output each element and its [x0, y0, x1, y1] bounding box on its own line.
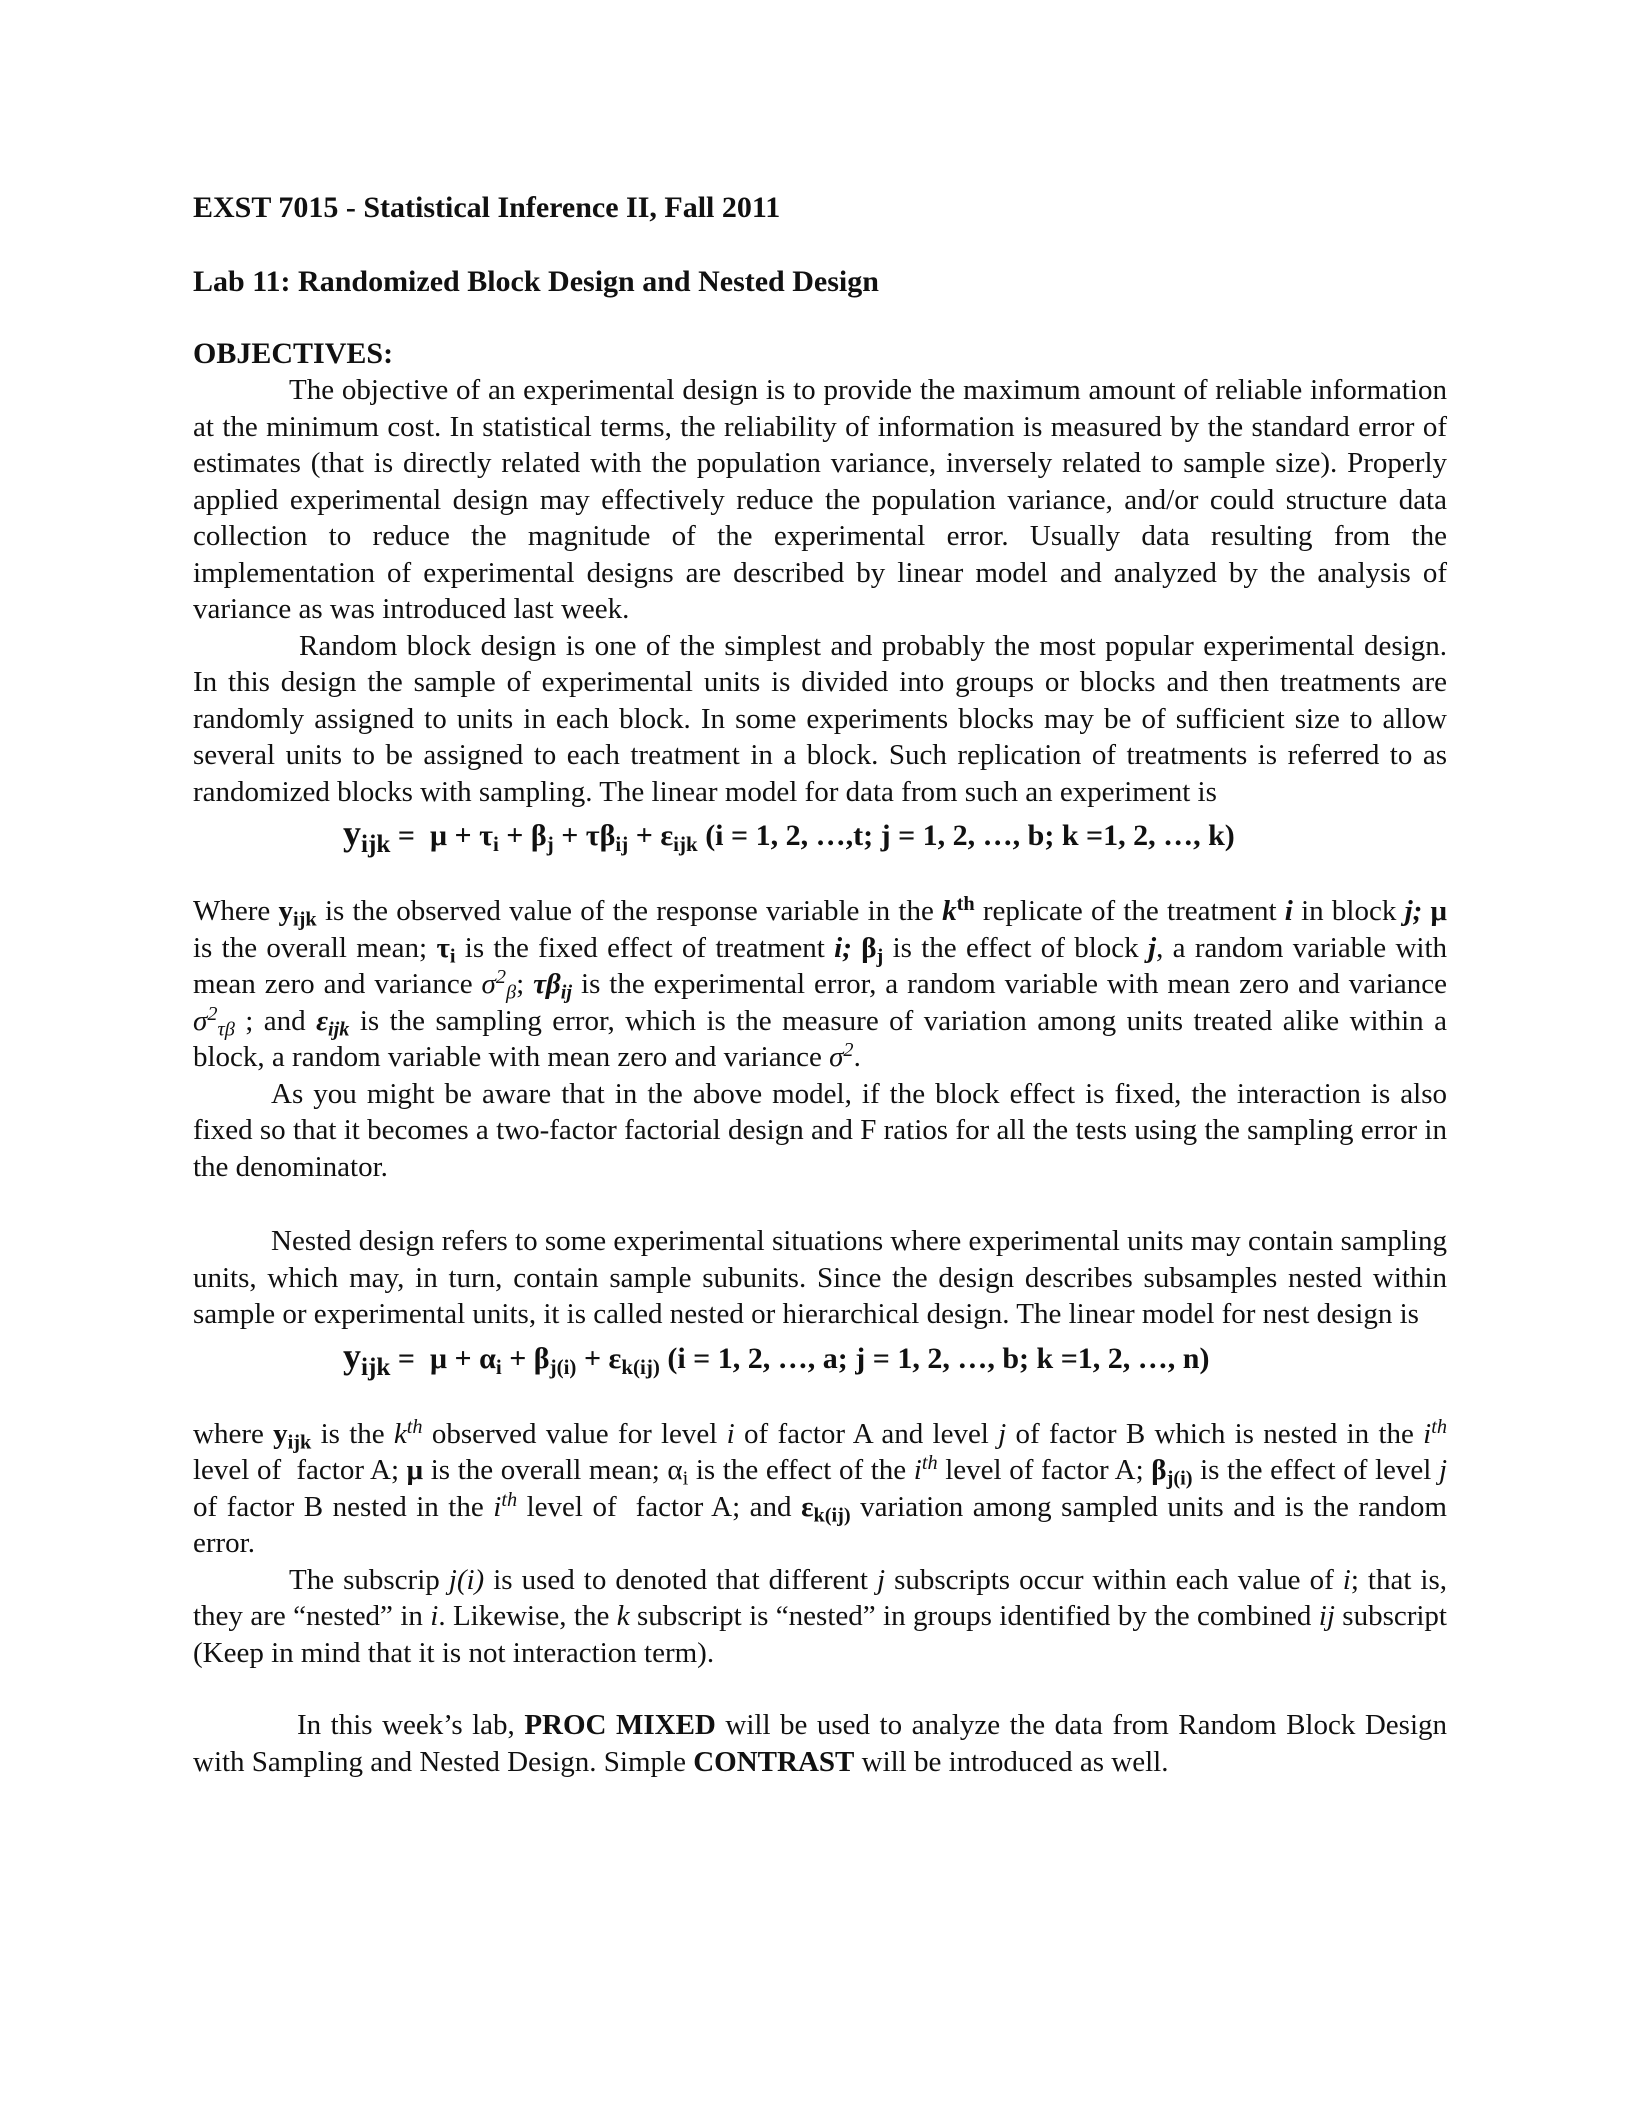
rcbd-term-definitions: Where $y_{ijk}$ is the observed value of the response variable in the $k^{th}$ replicate of the treatment i in block j; μ is the overall mean; $\tau_i$ is the fixed effect of treatment i; $\beta_j$ is the effect of block j, a random variable with mean zero and variance $\sigma^2_\beta$; $\tau\beta_{ij}$ is the experimental error, a random variable with mean zero and variance $\sigma^2_{\tau\beta}$ ; and $\varepsilon_{ijk}$ is the sampling error, which is the measure of variation among units treated alike within a block, a random variable with mean zero and variance $\sigma^2$. [193, 892, 1448, 1073]
random-block-paragraph: Random block design is one of the simplest and probably the most popular experimental design. In this design the sample of experimental units is divided into groups or blocks and then treatments are randomly assigned to units in each block. In some experiments blocks may be of sufficient size to allow several units to be assigned to each treatment in a block. Such replication of treatments is referred to as randomized blocks with sampling. The linear model for data from such an experiment is [193, 629, 1447, 808]
rcbd-model-equation: $y_{ijk} = \mu + \tau_i + \beta_j + \tau\beta_{ij} + \varepsilon_{ijk}$ (i = 1, 2, …,t; j = 1, 2, …, b; k =1, 2, …, k) [343, 813, 1235, 859]
course-title: EXST 7015 - Statistical Inference II, Fall 2011 [193, 191, 781, 224]
lab-title: Lab 11: Randomized Block Design and Nested Design [193, 265, 879, 298]
proc-mixed-keyword: PROC MIXED [524, 1709, 716, 1741]
nested-design-paragraph: Nested design refers to some experimental situations where experimental units may contain sampling units, which may, in turn, contain sample subunits. Since the design describes subsamples nested within sample or experimental units, it is called nested or hierarchical design. The linear model for nest design is [193, 1225, 1447, 1330]
rcbd-index-range: (i = 1, 2, …,t; j = 1, 2, …, b; k =1, 2, …, k) [705, 819, 1235, 852]
document-page [193, 190, 1447, 1780]
nested-model-equation: $y_{ijk} = \mu + \alpha_i + \beta_{j(i)} + \varepsilon_{k(ij)}$ (i = 1, 2, …, a; j = 1, 2, …, b; k =1, 2, …, n) [343, 1335, 1210, 1381]
objectives-paragraph: The objective of an experimental design is to provide the maximum amount of reliable information at the minimum cost. In statistical terms, the reliability of information is measured by the standard error of estimates (that is directly related with the population variance, inversely related to sample size). Properly applied experimental design may effectively reduce the population variance, and/or could structure data collection to reduce the magnitude of the experimental error. Usually data resulting from the implementation of experimental designs are described by linear model and analyzed by the analysis of variance as was introduced last week. [193, 374, 1447, 625]
contrast-keyword: CONTRAST [693, 1745, 855, 1778]
fixed-block-paragraph: As you might be aware that in the above model, if the block effect is fixed, the interaction is also fixed so that it becomes a two-factor factorial design and F ratios for all the tests using the sampling error in the denominator. [193, 1077, 1447, 1183]
objectives-heading: OBJECTIVES: [193, 337, 394, 370]
subscript-explanation: The subscrip j(i) is used to denoted that different j subscripts occur within each value of i; that is, they are “nested” in i. Likewise, the k subscript is “nested” in groups identified by the combined ij subscript (Keep in mind that it is not interaction term). [193, 1563, 1447, 1669]
nested-index-range: (i = 1, 2, …, a; j = 1, 2, …, b; k =1, 2, …, n) [667, 1341, 1210, 1375]
nested-term-definitions: where $y_{ijk}$ is the $k^{th}$ observed value for level i of factor A and level j of factor B which is nested in the $i^{th}$ level of factor A; μ is the overall mean; $\alpha_i$ is the effect of the $i^{th}$ level of factor A; $\beta_{j(i)}$ is the effect of level j of factor B nested in the $i^{th}$ level of factor A; and $\varepsilon_{k(ij)}$ variation among sampled units and is the random error. [193, 1415, 1448, 1559]
lab-summary-paragraph: In this week’s lab, PROC MIXED will be used to analyze the data from Random Block Design with Sampling and Nested Design. Simple CONTRAST will be introduced as well. [193, 1709, 1448, 1778]
